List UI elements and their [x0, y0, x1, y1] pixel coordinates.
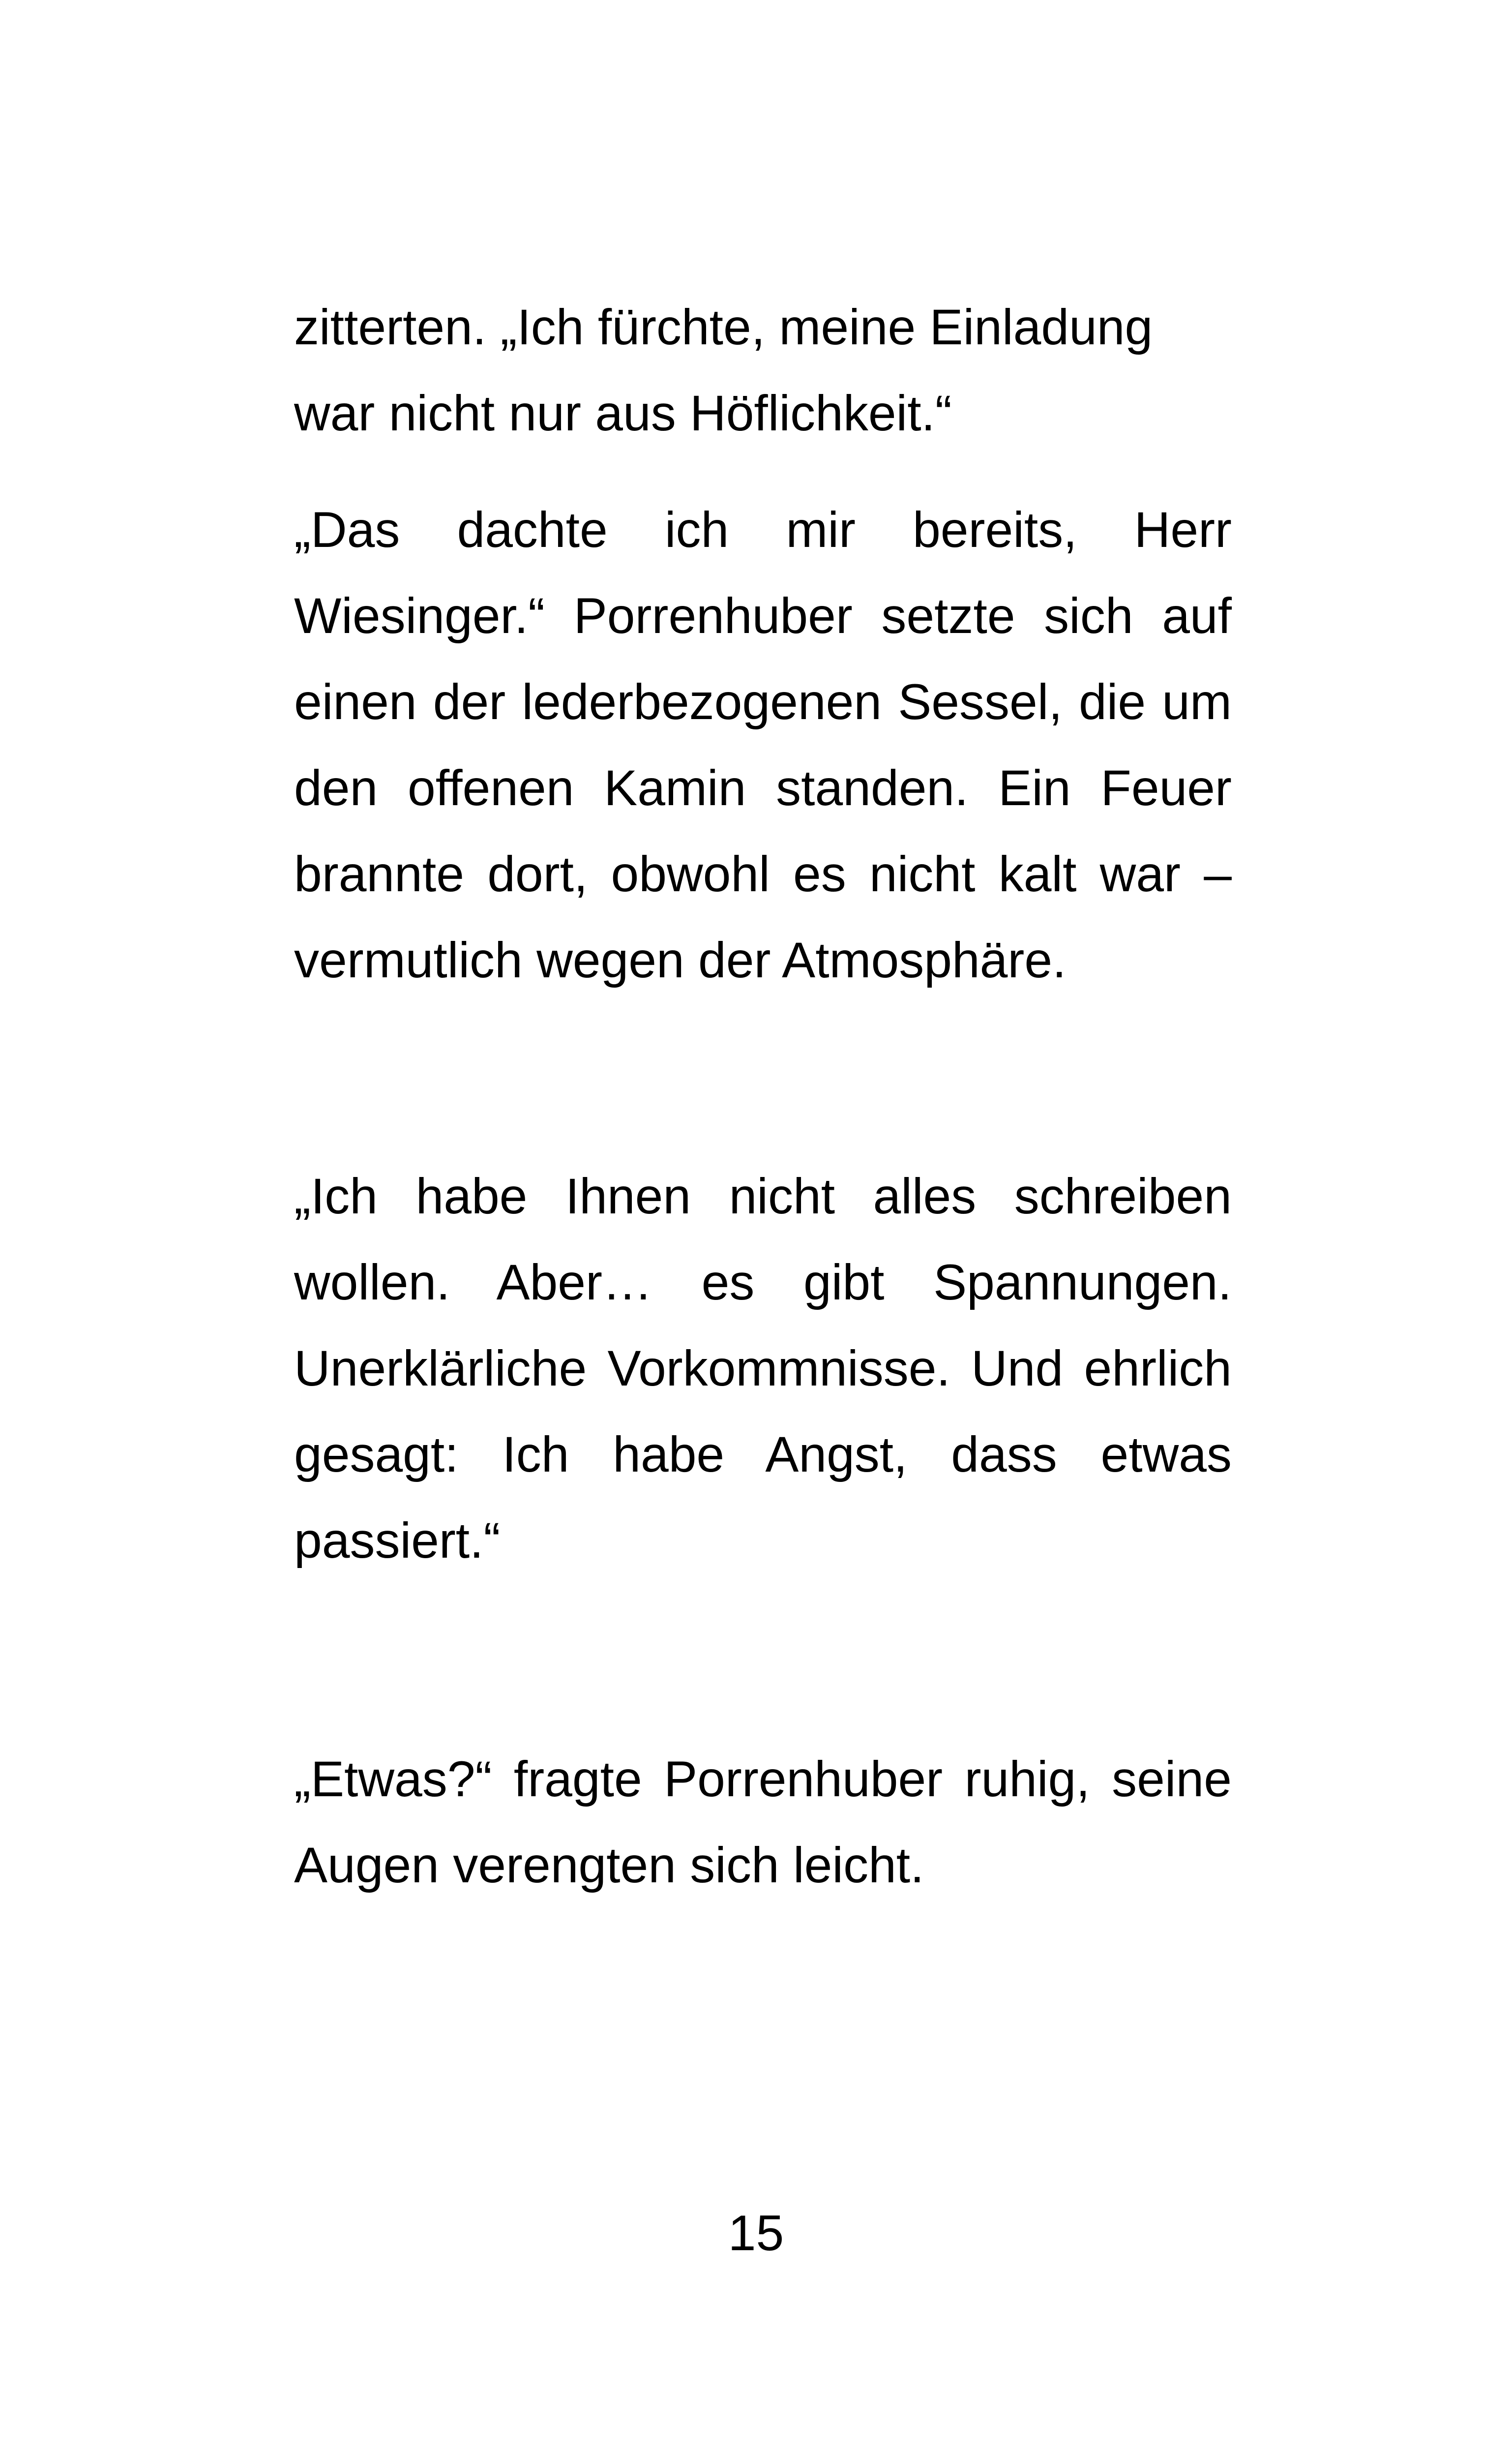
- paragraph-2: „Das dachte ich mir bereits, Herr Wiesinger.“ Porrenhuber setzte sich auf einen der lederbezogenen Sessel, die um den offenen Kamin standen. Ein Feuer brannte dort, obwohl es nicht kalt war – vermutlich wegen der Atmosphäre.: [294, 502, 1232, 988]
- paragraph-3: „Ich habe Ihnen nicht alles schreiben wollen. Aber… es gibt Spannungen. Unerklärliche Vorkommnisse. Und ehrlich gesagt: Ich habe Angst, dass etwas passiert.“: [294, 1168, 1232, 1568]
- paragraph-4: „Etwas?“ fragte Porrenhuber ruhig, seine Augen verengten sich leicht.: [294, 1751, 1232, 1893]
- paragraph-1: zitterten. „Ich fürchte, meine Einladung war nicht nur aus Höflichkeit.“: [294, 299, 1153, 441]
- page-number: 15: [728, 2205, 784, 2261]
